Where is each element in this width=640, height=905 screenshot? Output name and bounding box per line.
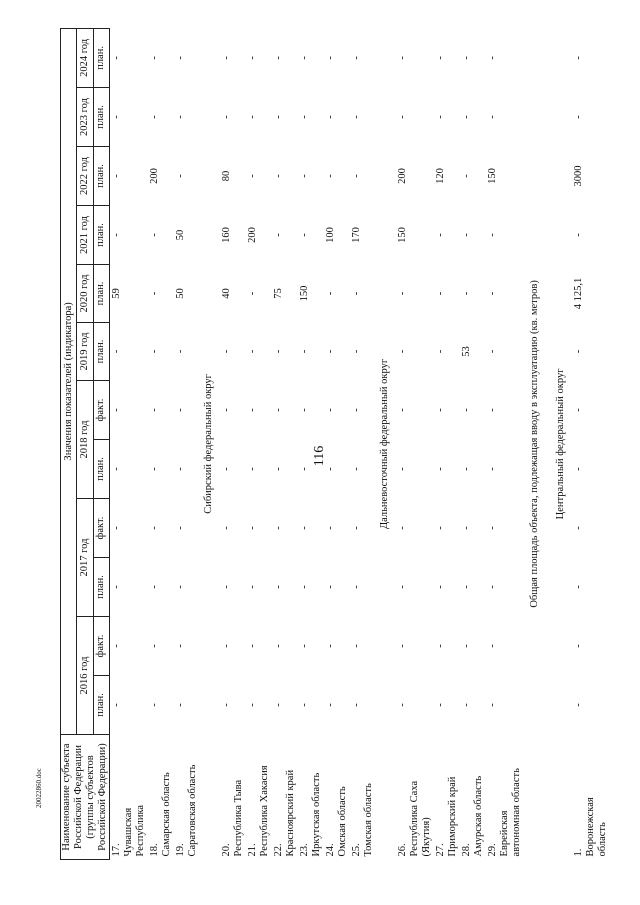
value-cell: - — [247, 585, 258, 589]
value-cell: - — [573, 703, 584, 707]
value-cell: - — [325, 174, 336, 178]
subject-cell — [486, 735, 524, 860]
row-number: 17. — [111, 843, 122, 857]
plan-header: план. — [93, 206, 109, 265]
value-cell: - — [461, 233, 472, 237]
row-number: 24. — [325, 843, 336, 857]
value-cell: - — [351, 115, 362, 119]
value-cell: - — [573, 585, 584, 589]
value-cell: - — [435, 56, 446, 60]
value-cell: - — [351, 174, 362, 178]
value-cell: - — [273, 467, 284, 471]
value-cell: - — [397, 526, 408, 530]
region-name: Иркутская область — [311, 772, 322, 857]
value-cell: - — [435, 349, 446, 354]
district-heading — [552, 28, 572, 859]
value-cell: - — [175, 174, 186, 178]
year-header: 2016 год — [77, 617, 93, 735]
region-name: Саратовская область — [187, 764, 198, 857]
value-cell: - — [247, 349, 258, 354]
value-cell: - — [149, 644, 160, 648]
row-number: 22. — [273, 843, 284, 857]
district-heading-title: Сибирский федеральный округ — [203, 374, 214, 514]
value-cell: - — [461, 174, 472, 178]
year-header: 2024 год — [77, 28, 93, 87]
value-cell: - — [325, 408, 336, 412]
value-cell: - — [325, 526, 336, 530]
table-body — [110, 28, 611, 859]
value-cell: - — [351, 467, 362, 471]
value-cell: - — [175, 703, 186, 707]
value-cell: - — [435, 703, 446, 707]
table-row — [174, 28, 200, 859]
region-name: Самарская область — [161, 772, 172, 857]
region-name: Воронежская область — [585, 797, 608, 857]
value-cell: - — [273, 703, 284, 707]
value-cell: 160 — [221, 227, 232, 243]
value-cell: - — [435, 644, 446, 648]
value-cell: - — [435, 291, 446, 296]
value-cell: - — [325, 115, 336, 119]
value-cell: - — [461, 467, 472, 471]
row-number: 23. — [299, 843, 310, 857]
value-cell: - — [149, 585, 160, 589]
region-name: Республика Хакасия — [259, 765, 270, 857]
value-cell: - — [247, 703, 258, 707]
row-number: 25. — [351, 843, 362, 857]
value-cell: - — [175, 56, 186, 60]
value-cell: - — [435, 585, 446, 589]
rotated-table-page — [60, 30, 640, 860]
value-cell: - — [487, 349, 498, 354]
value-cell: - — [299, 233, 310, 237]
plan-header: план. — [93, 440, 109, 499]
table-row — [272, 28, 298, 859]
value-cell: - — [111, 233, 122, 237]
value-cell: 100 — [325, 227, 336, 243]
row-number: 21. — [247, 843, 258, 857]
value-cell: - — [487, 56, 498, 60]
value-cell: - — [149, 349, 160, 354]
value-cell: - — [351, 585, 362, 589]
year-header: 2021 год — [77, 206, 93, 265]
value-cell: - — [461, 703, 472, 707]
value-cell: - — [299, 349, 310, 354]
value-cell: - — [221, 408, 232, 412]
value-cell: - — [273, 644, 284, 648]
plan-header: план. — [93, 28, 109, 87]
value-cell: - — [299, 585, 310, 589]
value-cell: - — [149, 526, 160, 530]
value-cell: - — [175, 349, 186, 354]
region-name: Омская область — [337, 786, 348, 857]
total-area-heading-title: Общая площадь объекта, подлежащая вводу в эксплуатацию (кв. метров) — [529, 280, 540, 608]
value-cell: - — [299, 408, 310, 412]
region-name: Приморский край — [447, 776, 458, 857]
value-cell: - — [299, 174, 310, 178]
region-name: Республика Тыва — [233, 779, 244, 857]
value-cell: 200 — [397, 168, 408, 184]
value-cell: - — [435, 408, 446, 412]
row-number: 19. — [175, 843, 186, 857]
value-cell: - — [325, 349, 336, 354]
value-cell: 200 — [149, 168, 160, 184]
value-cell: 150 — [397, 227, 408, 243]
value-cell: 170 — [351, 227, 362, 243]
value-cell: - — [351, 703, 362, 707]
table-header — [61, 28, 110, 859]
value-cell: - — [397, 585, 408, 589]
value-cell: - — [221, 644, 232, 648]
value-cell: - — [149, 703, 160, 707]
subject-column-header: Наименование субъекта Российской Федерации (группы субъектов Российской Федерации) — [61, 735, 110, 860]
value-cell: 80 — [221, 170, 232, 182]
value-cell: - — [351, 526, 362, 530]
subject-cell — [220, 735, 246, 860]
plan-header: план. — [93, 558, 109, 617]
value-cell: - — [247, 56, 258, 60]
value-cell: - — [111, 56, 122, 60]
plan-header: план. — [93, 676, 109, 735]
subject-cell — [148, 735, 174, 860]
district-heading — [376, 28, 396, 859]
value-cell: - — [325, 644, 336, 648]
value-cell: 120 — [435, 168, 446, 184]
value-cell: - — [487, 115, 498, 119]
value-cell: - — [221, 703, 232, 707]
value-cell: - — [461, 526, 472, 530]
value-cell: - — [111, 408, 122, 412]
value-cell: - — [149, 233, 160, 237]
value-cell: - — [397, 703, 408, 707]
value-cell: - — [325, 703, 336, 707]
value-cell: - — [573, 467, 584, 471]
page-number: 116 — [312, 445, 327, 467]
value-cell: - — [221, 115, 232, 119]
table-row — [486, 28, 524, 859]
value-cell: 40 — [221, 288, 232, 299]
value-cell: - — [573, 526, 584, 530]
value-cell: - — [149, 408, 160, 412]
district-heading — [200, 28, 220, 859]
value-cell: - — [299, 526, 310, 530]
subject-cell — [396, 735, 434, 860]
value-cell: 53 — [461, 346, 472, 357]
value-cell: - — [273, 115, 284, 119]
value-cell: 4 125,1 — [573, 277, 584, 310]
value-cell: - — [149, 467, 160, 471]
value-cell: - — [273, 56, 284, 60]
value-cell: - — [397, 291, 408, 296]
table-row — [148, 28, 174, 859]
value-cell: - — [247, 408, 258, 412]
table-row — [110, 28, 149, 859]
value-cell: - — [111, 644, 122, 648]
value-cell: - — [351, 291, 362, 296]
value-cell: - — [299, 115, 310, 119]
value-cell: - — [325, 56, 336, 60]
region-name: Красноярский край — [285, 769, 296, 857]
subject-cell — [272, 735, 298, 860]
table-row — [460, 28, 486, 859]
value-cell: - — [247, 291, 258, 296]
value-cell: - — [573, 408, 584, 412]
value-cell: 59 — [111, 288, 122, 299]
value-cell: - — [461, 644, 472, 648]
row-number: 26. — [397, 843, 408, 857]
value-cell: - — [111, 585, 122, 589]
table-row — [572, 28, 610, 859]
value-cell: - — [573, 56, 584, 60]
subject-cell — [324, 735, 350, 860]
value-cell: - — [273, 526, 284, 530]
subject-cell — [110, 735, 149, 860]
value-cell: - — [461, 115, 472, 119]
value-cell: - — [325, 467, 336, 471]
row-number: 27. — [435, 843, 446, 857]
value-cell: - — [221, 56, 232, 60]
value-cell: - — [397, 349, 408, 354]
region-name: Чувашская Республика — [123, 804, 146, 857]
plan-header: план. — [93, 88, 109, 147]
value-cell: - — [247, 526, 258, 530]
region-name: Еврейская автономная область — [499, 768, 522, 857]
indicator-group-header: Значения показателей (индикатора) — [61, 28, 77, 734]
region-name: Амурская область — [473, 775, 484, 857]
value-cell: 3000 — [573, 165, 584, 187]
total-area-heading — [524, 28, 552, 859]
plan-header: план. — [93, 265, 109, 323]
value-cell: - — [351, 349, 362, 354]
value-cell: - — [175, 115, 186, 119]
value-cell: - — [299, 644, 310, 648]
value-cell: 50 — [175, 288, 186, 299]
value-cell: - — [299, 703, 310, 707]
table-row — [246, 28, 272, 859]
value-cell: - — [397, 644, 408, 648]
value-cell: 150 — [487, 168, 498, 184]
value-cell: - — [111, 467, 122, 471]
value-cell: - — [487, 526, 498, 530]
row-number: 28. — [461, 843, 472, 857]
value-cell: - — [397, 408, 408, 412]
fact-header: факт. — [93, 617, 109, 676]
table-row — [434, 28, 460, 859]
fact-header: факт. — [93, 499, 109, 558]
year-header: 2018 год — [77, 381, 93, 499]
value-cell: - — [149, 115, 160, 119]
value-cell: - — [573, 233, 584, 237]
value-cell: - — [149, 56, 160, 60]
value-cell: - — [273, 585, 284, 589]
value-cell: - — [221, 526, 232, 530]
table-row — [220, 28, 246, 859]
year-header: 2022 год — [77, 147, 93, 206]
value-cell: - — [221, 349, 232, 354]
value-cell: - — [435, 233, 446, 237]
row-number: 1. — [573, 848, 584, 857]
plan-header: план. — [93, 323, 109, 381]
value-cell: - — [461, 408, 472, 412]
district-heading-title: Центральный федеральный округ — [555, 368, 566, 520]
year-header: 2020 год — [77, 265, 93, 323]
value-cell: - — [273, 233, 284, 237]
value-cell: - — [435, 467, 446, 471]
value-cell: - — [573, 644, 584, 648]
table-row — [350, 28, 376, 859]
subject-cell — [434, 735, 460, 860]
value-cell: - — [487, 644, 498, 648]
value-cell: - — [175, 408, 186, 412]
value-cell: - — [111, 703, 122, 707]
value-cell: - — [325, 585, 336, 589]
fact-header: факт. — [93, 381, 109, 440]
value-cell: - — [247, 115, 258, 119]
value-cell: 50 — [175, 229, 186, 241]
region-name: Томская область — [363, 783, 374, 857]
region-name: Республика Саха (Якутия) — [409, 780, 432, 857]
value-cell: - — [397, 467, 408, 471]
year-header: 2023 год — [77, 88, 93, 147]
value-cell: - — [325, 291, 336, 296]
value-cell: - — [175, 585, 186, 589]
indicator-table — [60, 28, 610, 860]
row-number: 29. — [487, 843, 498, 857]
value-cell: - — [247, 174, 258, 178]
subject-cell — [174, 735, 200, 860]
value-cell: - — [435, 115, 446, 119]
year-header: 2017 год — [77, 499, 93, 617]
value-cell: - — [247, 644, 258, 648]
value-cell: - — [273, 408, 284, 412]
plan-header: план. — [93, 147, 109, 206]
value-cell: - — [487, 291, 498, 296]
value-cell: - — [461, 585, 472, 589]
value-cell: - — [149, 291, 160, 296]
table-row — [396, 28, 434, 859]
subject-cell — [246, 735, 272, 860]
value-cell: 200 — [247, 227, 258, 243]
subject-cell — [572, 735, 610, 860]
value-cell: - — [461, 56, 472, 60]
value-cell: - — [487, 467, 498, 471]
value-cell: - — [487, 233, 498, 237]
value-cell: - — [351, 644, 362, 648]
value-cell: - — [221, 585, 232, 589]
value-cell: - — [175, 467, 186, 471]
value-cell: - — [487, 408, 498, 412]
year-header: 2019 год — [77, 323, 93, 381]
value-cell: - — [111, 526, 122, 530]
value-cell: - — [175, 526, 186, 530]
subject-cell — [460, 735, 486, 860]
value-cell: - — [351, 56, 362, 60]
value-cell: 150 — [299, 285, 310, 302]
subject-cell — [350, 735, 376, 860]
value-cell: - — [221, 467, 232, 471]
value-cell: - — [573, 349, 584, 354]
value-cell: - — [435, 526, 446, 530]
subject-cell — [298, 735, 324, 860]
value-cell: - — [461, 291, 472, 296]
value-cell: - — [111, 115, 122, 119]
table-row — [298, 28, 324, 859]
value-cell: - — [299, 56, 310, 60]
value-cell: - — [487, 585, 498, 589]
value-cell: - — [351, 408, 362, 412]
value-cell: - — [247, 467, 258, 471]
table-row — [324, 28, 350, 859]
footer-document-id: 20022860.doc — [35, 768, 43, 808]
row-number: 20. — [221, 843, 232, 857]
value-cell: - — [111, 174, 122, 178]
value-cell: - — [273, 349, 284, 354]
value-cell: 75 — [273, 288, 284, 299]
value-cell: - — [273, 174, 284, 178]
value-cell: - — [487, 703, 498, 707]
value-cell: - — [397, 115, 408, 119]
district-heading-title: Дальневосточный федеральный округ — [379, 358, 390, 530]
value-cell: - — [111, 349, 122, 354]
value-cell: - — [397, 56, 408, 60]
row-number: 18. — [149, 843, 160, 857]
value-cell: - — [175, 644, 186, 648]
value-cell: - — [299, 467, 310, 471]
value-cell: - — [573, 115, 584, 119]
